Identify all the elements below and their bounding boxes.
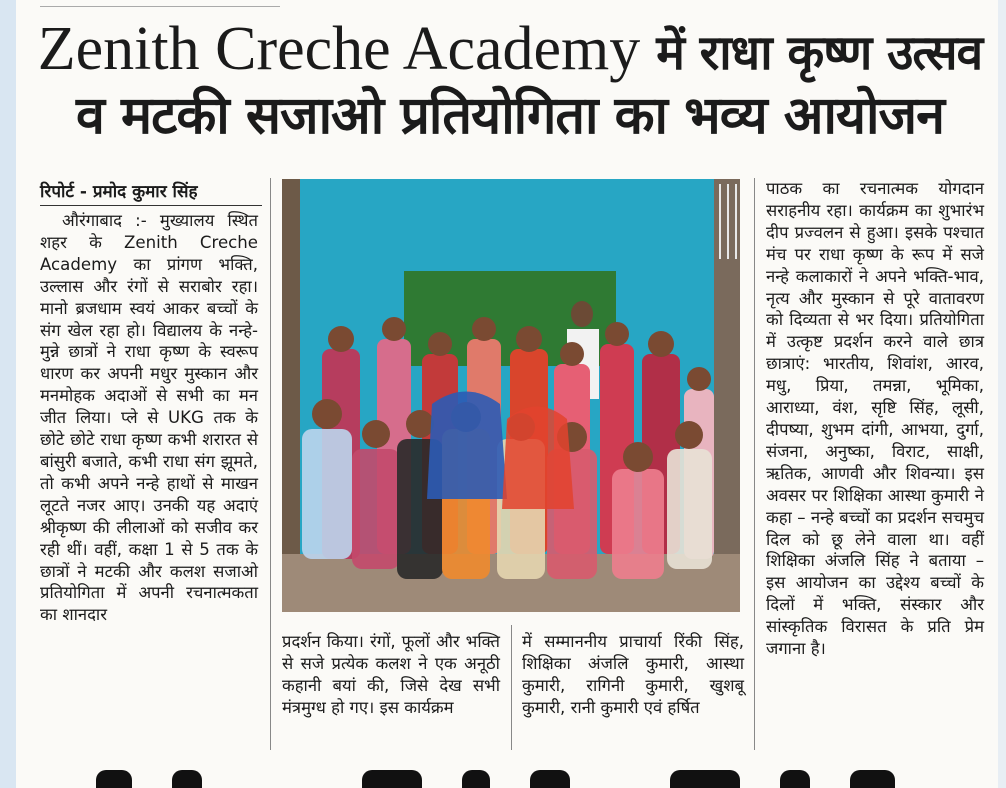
article-column-3 — [522, 631, 744, 719]
article-paragraph-3: में सम्माननीय प्राचार्या रिंकी सिंह, शिक्षिका अंजलि कुमारी, आस्था कुमारी, रागिनी कुमारी, खुशबू कुमारी, रानी कुमारी एवं हर्षित — [522, 632, 744, 717]
page-right-edge — [998, 0, 1006, 788]
column-divider — [754, 178, 755, 750]
next-headline-cropped — [16, 770, 996, 788]
headline-line-1 — [30, 15, 990, 83]
article-paragraph-4: पाठक का रचनात्मक योगदान सराहनीय रहा। कार्यक्रम का शुभारंभ दीप प्रज्वलन से हुआ। इसके पश्चात मंच पर राधा कृष्ण के रूप में सजे नन्हे कलाकारों ने अपने भक्ति-भाव, नृत्य और मुस्कान से पूरे वातावरण को दिव्यता से भर दिया। प्रतियोगिता में उत्कृष्ट प्रदर्शन करने वाले छात्र छात्राएं: भारतीय, शिवांश, आरव, मधु, प्रिया, तमन्ना, भूमिका, आराध्या, वंश, सृष्टि सिंह, लूसी, दीपष्या, शुभम दांगी, आभया, दुर्गा, संजना, अनुष्का, विराट, साक्षी, ऋतिक, आणवी और शिवन्या। इस अवसर पर शिक्षिका आस्था कुमारी ने कहा – नन्हे बच्चों का प्रदर्शन सचमुच दिल को छू लेने वाला था। वहीं शिक्षिका अंजलि सिंह ने बताया – इस आयोजन का उद्देश्य बच्चों के दिलों में भक्ति, संस्कार और सांस्कृतिक विरासत के प्रति प्रेम जगाना है। — [766, 179, 984, 659]
headline-school-name: Zenith Creche Academy — [37, 15, 641, 83]
article-paragraph-2: प्रदर्शन किया। रंगों, फूलों और भक्ति से सजे प्रत्येक कलश ने एक अनूठी कहानी बयां की, जिसे देख सभी मंत्रमुग्ध हो गए। इस कार्यक्रम — [282, 632, 500, 717]
previous-article-edge — [40, 0, 280, 7]
photo-door-frame — [282, 179, 300, 612]
event-photo — [282, 179, 740, 612]
article-paragraph-1: औरंगाबाद :- मुख्यालय स्थित शहर के Zenith Creche Academy का प्रांगण भक्ति, उल्लास और रंगों से सराबोर रहा। मानो ब्रजधाम स्वयं आकर बच्चों के संग खेल रहा हो। विद्यालय के नन्हे-मुन्ने छात्रों ने राधा कृष्ण के स्वरूप धारण कर अपनी मधुर मुस्कान और मनमोहक अदाओं से सभी का मन जीत लिया। प्ले से UKG तक के छोटे छोटे राधा कृष्ण कभी शरारत से बांसुरी बजाते, कभी राधा संग झूमते, तो कभी अपने नन्हे हाथों से माखन लूटते नजर आए। उनकी यह अदाएं श्रीकृष्ण की लीलाओं को सजीव कर रही थीं। वहीं, कक्षा 1 से 5 तक के छात्रों ने मटकी और कलश सजाओ प्रतियोगिता में अपनी रचनात्मकता का शानदार — [40, 211, 258, 625]
article-column-2 — [282, 631, 500, 719]
reporter-byline: रिपोर्ट - प्रमोद कुमार सिंह — [40, 179, 262, 206]
column-divider — [270, 178, 271, 750]
article-column-1 — [40, 210, 258, 626]
page-left-edge — [0, 0, 16, 788]
column-divider — [511, 625, 512, 750]
headline — [30, 15, 990, 146]
headline-line-2: व मटकी सजाओ प्रतियोगिता का भव्य आयोजन — [76, 86, 944, 146]
article-column-4 — [766, 178, 984, 660]
headline-event-title: में राधा कृष्ण उत्सव — [656, 25, 983, 81]
